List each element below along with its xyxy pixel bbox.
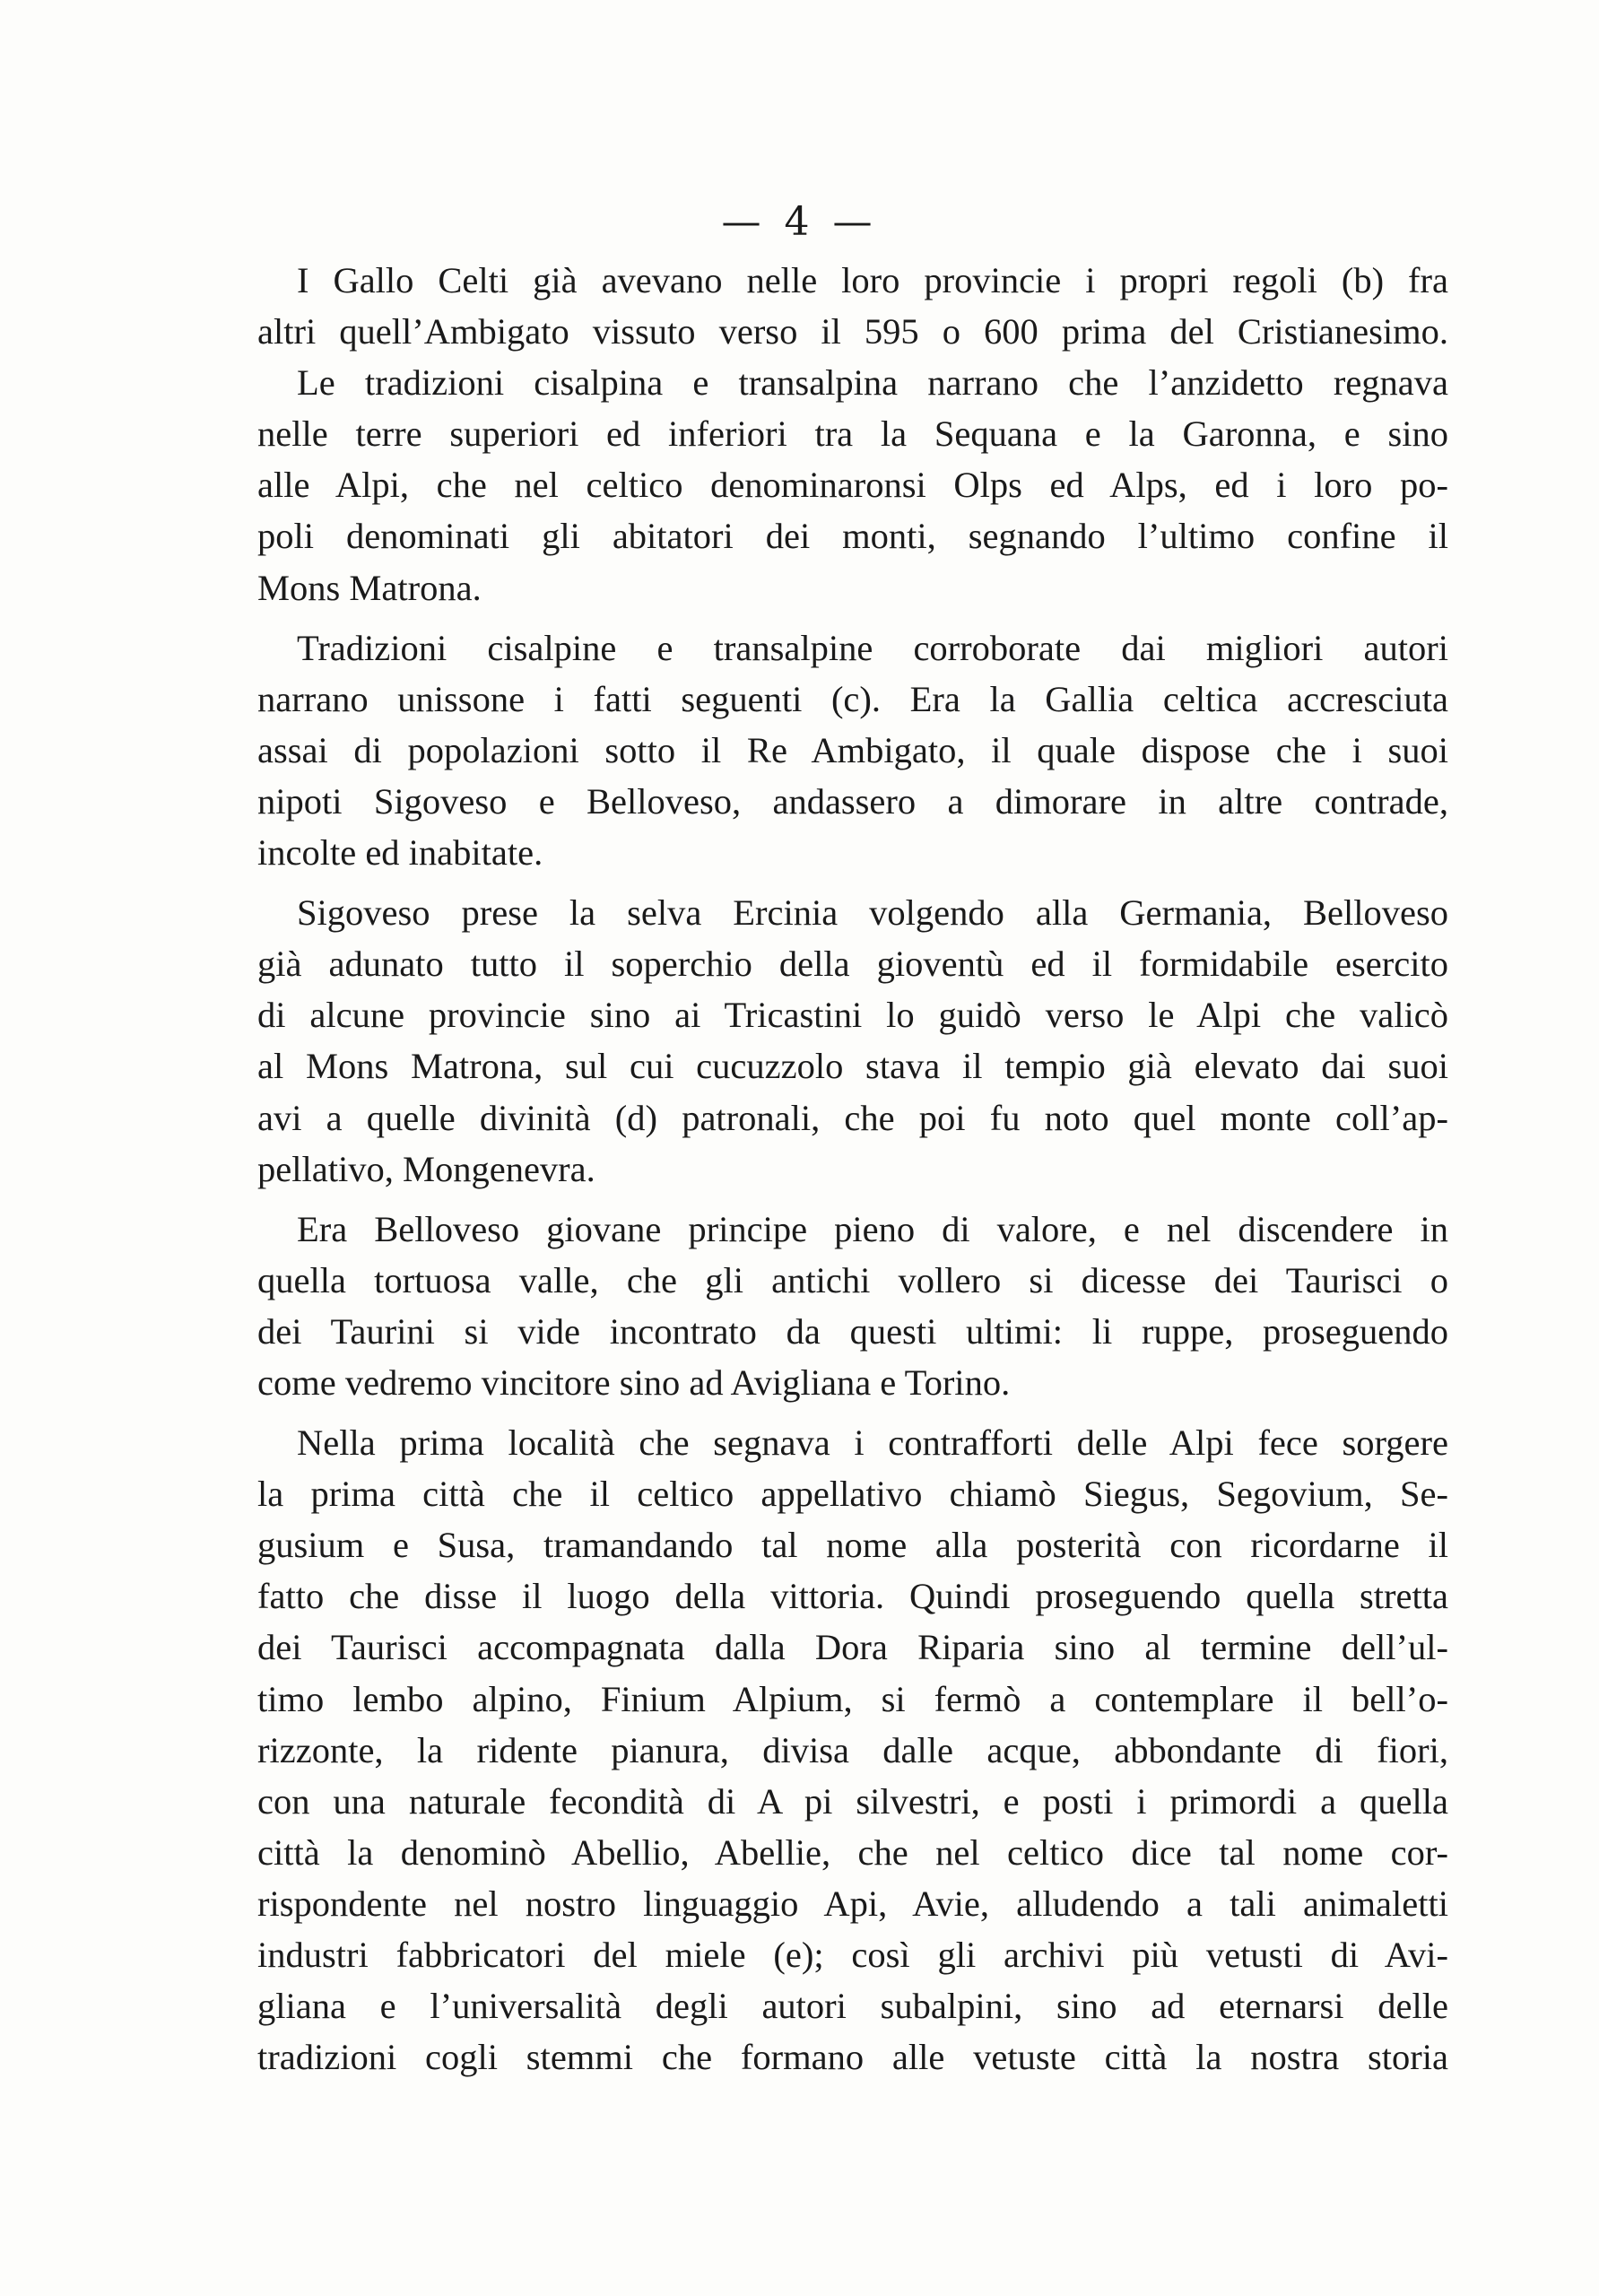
text-line: nipoti Sigoveso e Belloveso, andassero a dimorare in altre contrade, bbox=[257, 780, 1448, 822]
text-line: timo lembo alpino, Finium Alpium, si fermò a contemplare il bell’o- bbox=[257, 1678, 1448, 1719]
text-line: quella tortuosa valle, che gli antichi vollero si dicesse dei Taurisci o bbox=[257, 1259, 1448, 1300]
text-line: al Mons Matrona, sul cui cucuzzolo stava il tempio già elevato dai suoi bbox=[257, 1046, 1448, 1087]
text-line: la prima città che il celtico appellativo chiamò Siegus, Segovium, Se- bbox=[257, 1474, 1448, 1515]
text-line: Nella prima località che segnava i contrafforti delle Alpi fece sorgere bbox=[297, 1422, 1448, 1464]
text-line: Le tradizioni cisalpina e transalpina narrano che l’anzidetto regnava bbox=[297, 362, 1448, 404]
paragraph bbox=[257, 1417, 1448, 2083]
text-line: tradizioni cogli stemmi che formano alle vetuste città la nostra storia bbox=[257, 2037, 1448, 2078]
text-line: avi a quelle divinità (d) patronali, che poi fu noto quel monte coll’ap- bbox=[257, 1097, 1448, 1138]
paragraph bbox=[257, 1204, 1448, 1408]
text-line: come vedremo vincitore sino ad Avigliana e Torino. bbox=[257, 1361, 1011, 1403]
text-line: I Gallo Celti già avevano nelle loro provincie i propri regoli (b) fra bbox=[297, 260, 1448, 300]
text-line: di alcune provincie sino ai Tricastini lo guidò verso le Alpi che valicò bbox=[257, 995, 1448, 1036]
paragraph bbox=[257, 887, 1448, 1195]
text-line: assai di popolazioni sotto il Re Ambigato, il quale dispose che i suoi bbox=[257, 729, 1448, 770]
text-line: città la denominò Abellio, Abellie, che nel celtico dice tal nome cor- bbox=[257, 1831, 1448, 1873]
text-line: gliana e l’universalità degli autori subalpini, sino ad eternarsi delle bbox=[257, 1986, 1448, 2027]
text-line: Tradizioni cisalpine e transalpine corroborate dai migliori autori bbox=[297, 627, 1448, 668]
text-line: rizzonte, la ridente pianura, divisa dalle acque, abbondante di fiori, bbox=[257, 1729, 1448, 1770]
text-line: industri fabbricatori del miele (e); così gli archivi più vetusti di Avi- bbox=[257, 1935, 1448, 1975]
text-line: fatto che disse il luogo della vittoria. Quindi proseguendo quella stretta bbox=[257, 1576, 1448, 1617]
page-number: — 4 — bbox=[721, 199, 878, 245]
text-line: dei Taurini si vide incontrato da questi ultimi: li ruppe, proseguendo bbox=[257, 1310, 1448, 1352]
text-line: pellativo, Mongenevra. bbox=[257, 1148, 595, 1189]
text-line: altri quell’Ambigato vissuto verso il 595 o 600 prima del Cristianesimo. bbox=[257, 311, 1448, 352]
paragraph bbox=[257, 255, 1448, 613]
text-line: Mons Matrona. bbox=[257, 567, 482, 608]
text-line: rispondente nel nostro linguaggio Api, Avie, alludendo a tali animaletti bbox=[257, 1883, 1448, 1924]
text-line: narrano unissone i fatti seguenti (c). Era la Gallia celtica accresciuta bbox=[257, 678, 1448, 719]
text-line: già adunato tutto il soperchio della gioventù ed il formidabile esercito bbox=[257, 944, 1448, 985]
text-line: poli denominati gli abitatori dei monti, segnando l’ultimo confine il bbox=[257, 516, 1448, 557]
text-line: Sigoveso prese la selva Ercinia volgendo alla Germania, Belloveso bbox=[297, 892, 1448, 934]
text-line: incolte ed inabitate. bbox=[257, 832, 543, 874]
text-line: nelle terre superiori ed inferiori tra la Sequana e la Garonna, e sino bbox=[257, 413, 1448, 455]
text-line: con una naturale fecondità di A pi silvestri, e posti i primordi a quella bbox=[257, 1780, 1448, 1822]
text-line: alle Alpi, che nel celtico denominaronsi Olps ed Alps, ed i loro po- bbox=[257, 465, 1448, 506]
paragraph bbox=[257, 622, 1448, 878]
text-line: Era Belloveso giovane principe pieno di valore, e nel discendere in bbox=[297, 1208, 1448, 1249]
body-text bbox=[257, 255, 1448, 2083]
text-line: dei Taurisci accompagnata dalla Dora Riparia sino al termine dell’ul- bbox=[257, 1627, 1448, 1668]
text-line: gusium e Susa, tramandando tal nome alla posterità con ricordarne il bbox=[257, 1525, 1448, 1566]
